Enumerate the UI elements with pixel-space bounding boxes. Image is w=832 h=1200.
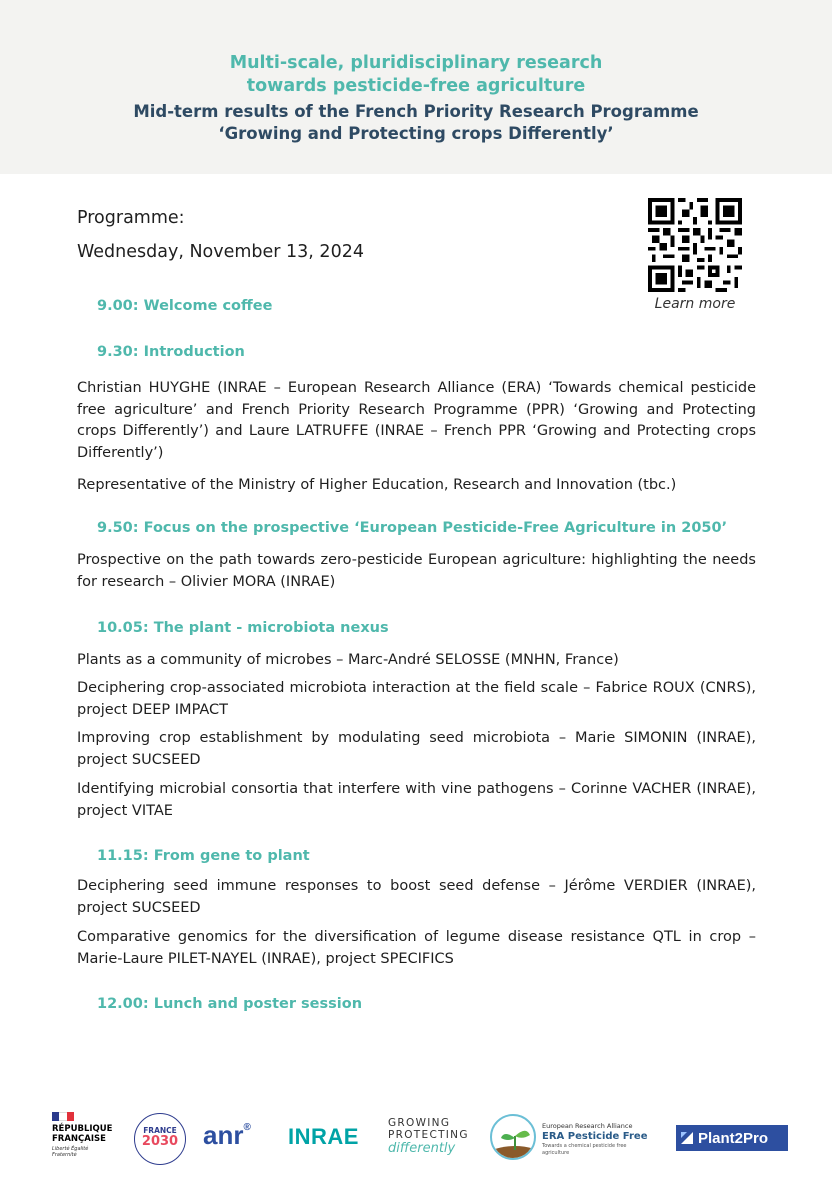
section-heading-gene-to-plant: 11.15: From gene to plant [97,848,310,864]
plant2pro-logo: Plant2Pro [676,1125,788,1151]
list-item: Comparative genomics for the diversification of legume disease resistance QTL in crop – Marie-Laure PILET-NAYEL (INRAE), project SPECIFICS [77,929,756,967]
anr-logo: anr® [203,1120,251,1150]
list-item: Representative of the Ministry of Higher Education, Research and Innovation (tbc.) [77,477,677,493]
header-title-line2: towards pesticide-free agriculture [246,76,586,96]
france-2030-logo: FRANCE 2030 [134,1113,186,1165]
inrae-logo: INRAE [288,1124,359,1149]
logo-footer [0,1100,832,1180]
sprout-icon [490,1114,536,1160]
republique-francaise-logo: RÉPUBLIQUE FRANÇAISE Liberté Égalité Fraternité [52,1112,112,1168]
list-item: Prospective on the path towards zero-pesticide European agriculture: highlighting the needs for research – Olivier MORA (INRAE) [77,552,756,590]
programme-date: Wednesday, November 13, 2024 [77,242,364,262]
page-header [0,0,832,174]
header-subtitle-line2: ‘Growing and Protecting crops Differently’ [218,124,614,143]
list-item: Plants as a community of microbes – Marc-André SELOSSE (MNHN, France) [77,652,619,668]
section-heading-microbiota: 10.05: The plant - microbiota nexus [97,620,389,636]
list-item: Deciphering crop-associated microbiota interaction at the field scale – Fabrice ROUX (CNRS), project DEEP IMPACT [77,680,756,718]
list-item: Christian HUYGHE (INRAE – European Research Alliance (ERA) ‘Towards chemical pesticide free agriculture’ and French Priority Research Programme (PPR) ‘Growing and Protecting crops Differently’) and Laure LATRUFFE (INRAE – French PPR ‘Growing and Protecting crops Differently’) [77,380,756,461]
list-item: Identifying microbial consortia that interfere with vine pathogens – Corinne VACHER (INRAE), project VITAE [77,781,756,819]
era-pesticide-free-logo: European Research Alliance ERA Pesticide Free Towards a chemical pesticide free agriculture [490,1112,650,1168]
programme-label: Programme: [77,208,185,228]
header-title-line1: Multi-scale, pluridisciplinary research [229,53,603,73]
list-item: Improving crop establishment by modulating seed microbiota – Marie SIMONIN (INRAE), project SUCSEED [77,730,756,768]
section-heading-lunch: 12.00: Lunch and poster session [97,996,363,1012]
header-subtitle-line1: Mid-term results of the French Priority Research Programme [133,102,699,121]
french-flag-icon [52,1112,74,1121]
growing-protecting-differently-logo: GROWING PROTECTING differently [388,1117,469,1156]
plant2pro-mark-icon [676,1125,698,1151]
section-heading-introduction: 9.30: Introduction [97,344,245,360]
section-heading-prospective: 9.50: Focus on the prospective ‘European Pesticide-Free Agriculture in 2050’ [97,520,728,536]
qr-caption: Learn more [654,296,736,312]
section-heading-welcome: 9.00: Welcome coffee [97,298,273,314]
qr-code-icon[interactable] [648,198,742,292]
list-item: Deciphering seed immune responses to boost seed defense – Jérôme VERDIER (INRAE), project SUCSEED [77,878,756,916]
